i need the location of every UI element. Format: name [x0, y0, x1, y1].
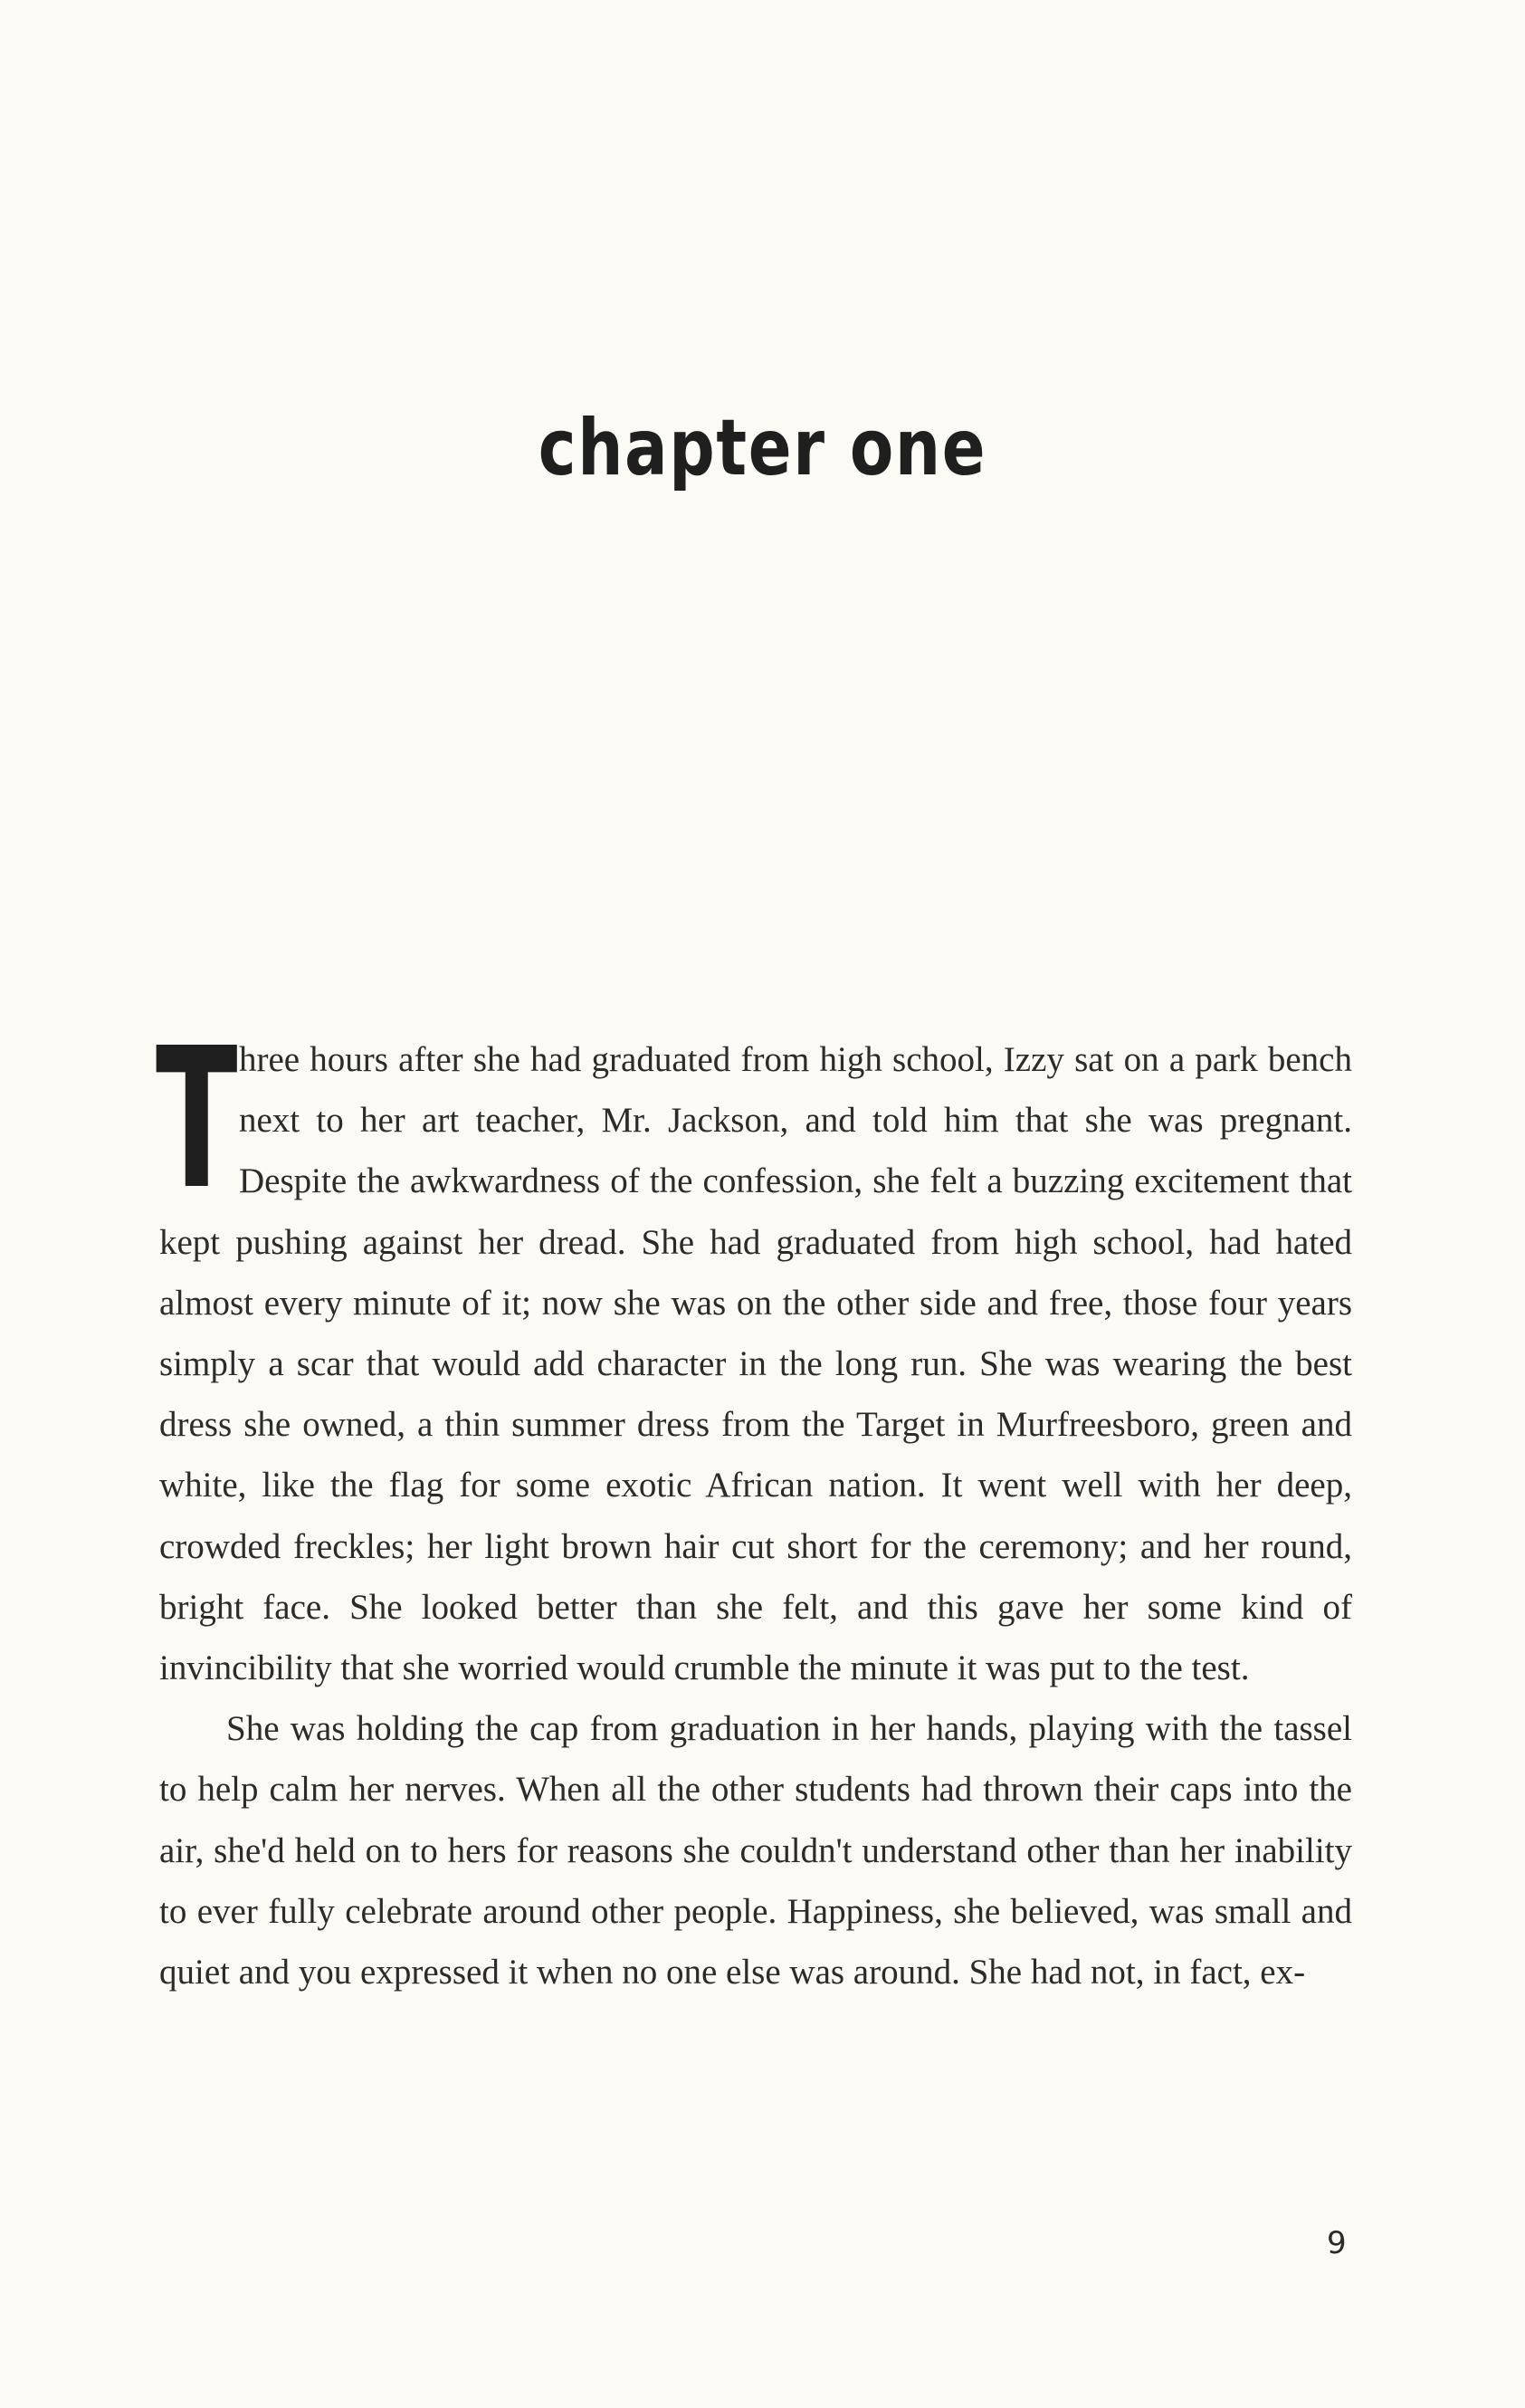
body-text	[156, 1007, 1352, 2002]
drop-cap: T	[156, 1007, 238, 1232]
paragraph-1-text: hree hours after she had graduated from high school, Izzy sat on a park bench next to her art teacher, Mr. Jackson, and told him that she was pregnant. Despite the awkwardness of the confession, she felt a buzzing excitement that kept pushing against her dread. She had graduated from high school, had hated almost every minute of it; now she was on the other side and free, those four years simply a scar that would add character in the long run. She was wearing the best dress she owned, a thin summer dress from the Target in Murfreesboro, green and white, like the flag for some exotic African nation. It went well with her deep, crowded freckles; her light brown hair cut short for the ceremony; and her round, bright face. She looked better than she felt, and this gave her some kind of invincibility that she worried would crumble the minute it was put to the test.	[159, 1040, 1352, 1688]
paragraph-2: She was holding the cap from graduation in her hands, playing with the tassel to help calm her nerves. When all the other students had thrown their caps into the air, she'd held on to hers for reasons she couldn't understand other than her inability to ever fully celebrate around other people. Happiness, she believed, was small and quiet and you expressed it when no one else was around. She had not, in fact, ex-	[159, 1709, 1352, 1992]
page-number: 9	[1327, 2225, 1347, 2261]
paragraph-1	[156, 1007, 1352, 1698]
chapter-title: chapter one	[538, 403, 987, 493]
